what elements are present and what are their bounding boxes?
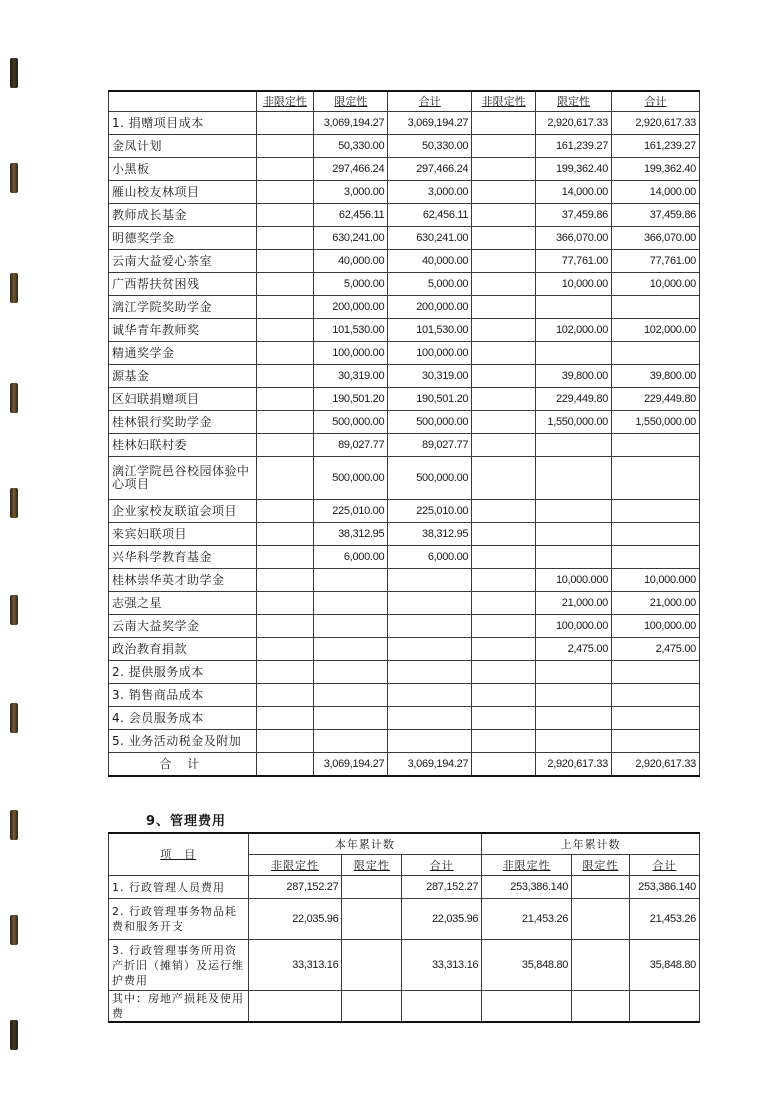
table-row [109,940,700,991]
amount-cell: 102,000.00 [612,319,700,342]
amount-cell [342,940,402,991]
table-row [109,569,700,592]
amount-cell [612,661,700,684]
amount-cell [472,365,536,388]
header-cell: 非限定性 [472,91,536,112]
subheader-cell: 限定性 [572,855,630,876]
amount-cell: 3,000.00 [314,181,388,204]
amount-cell [256,638,314,661]
amount-cell [472,569,536,592]
amount-cell [612,500,700,523]
amount-cell: 38,312.95 [388,523,472,546]
amount-cell [472,296,536,319]
amount-cell: 39,800.00 [536,365,612,388]
amount-cell: 50,330.00 [314,135,388,158]
binder-mark [10,488,18,518]
amount-cell [256,592,314,615]
amount-cell: 1,550,000.00 [612,411,700,434]
row-label: 志强之星 [109,592,257,615]
amount-cell [342,899,402,940]
amount-cell [612,296,700,319]
row-label: 2. 提供服务成本 [109,661,257,684]
header-cell: 合计 [612,91,700,112]
row-label: 区妇联捐赠项目 [109,388,257,411]
table-row [109,181,700,204]
amount-cell: 225,010.00 [314,500,388,523]
amount-cell: 10,000.000 [536,569,612,592]
amount-cell [256,707,314,730]
table-row [109,342,700,365]
amount-cell [388,707,472,730]
row-label: 兴华科学教育基金 [109,546,257,569]
amount-cell [612,730,700,753]
amount-cell: 630,241.00 [388,227,472,250]
amount-cell: 50,330.00 [388,135,472,158]
amount-cell [472,319,536,342]
amount-cell: 35,848.80 [629,940,699,991]
row-label: 1. 行政管理人员费用 [109,876,249,899]
amount-cell [256,500,314,523]
amount-cell: 2,475.00 [612,638,700,661]
amount-cell [536,661,612,684]
amount-cell [472,273,536,296]
amount-cell [256,273,314,296]
row-label: 桂林崇华英才助学金 [109,569,257,592]
amount-cell: 500,000.00 [388,457,472,500]
row-label: 4. 会员服务成本 [109,707,257,730]
amount-cell: 366,070.00 [612,227,700,250]
amount-cell: 39,800.00 [612,365,700,388]
amount-cell: 10,000.00 [536,273,612,296]
table-row [109,991,700,1023]
amount-cell: 2,475.00 [536,638,612,661]
amount-cell: 200,000.00 [314,296,388,319]
amount-cell [612,684,700,707]
table-row [109,411,700,434]
binder-mark [10,915,18,945]
amount-cell [472,592,536,615]
amount-cell: 10,000.000 [612,569,700,592]
row-label: 云南大益奖学金 [109,615,257,638]
row-label: 2. 行政管理事务物品耗费和服务开支 [109,899,249,940]
table-row [109,296,700,319]
table-row [109,899,700,940]
amount-cell: 77,761.00 [612,250,700,273]
amount-cell [472,638,536,661]
amount-cell [482,991,572,1023]
amount-cell [256,615,314,638]
amount-cell: 14,000.00 [536,181,612,204]
amount-cell [342,991,402,1023]
section-title-admin-expenses: 9、管理费用 [146,814,227,829]
amount-cell: 33,313.16 [248,940,342,991]
business-cost-table-body [109,91,700,776]
amount-cell [256,684,314,707]
amount-cell: 229,449.80 [536,388,612,411]
amount-cell [472,227,536,250]
amount-cell [314,684,388,707]
row-label: 漓江学院邑谷校园体验中心项目 [109,457,257,500]
amount-cell [256,388,314,411]
amount-cell: 62,456.11 [314,204,388,227]
table-row [109,112,700,135]
amount-cell [472,523,536,546]
amount-cell: 3,069,194.27 [388,112,472,135]
amount-cell: 5,000.00 [388,273,472,296]
amount-cell: 101,530.00 [388,319,472,342]
amount-cell [572,899,630,940]
amount-cell: 30,319.00 [314,365,388,388]
row-label: 5. 业务活动税金及附加 [109,730,257,753]
total-amount-cell: 2,920,617.33 [536,753,612,777]
amount-cell [256,181,314,204]
amount-cell [256,319,314,342]
amount-cell [472,707,536,730]
total-row [109,753,700,777]
amount-cell: 500,000.00 [314,457,388,500]
table-row [109,707,700,730]
row-label: 广西帮扶贫困残 [109,273,257,296]
row-label: 雁山校友林项目 [109,181,257,204]
amount-cell: 199,362.40 [612,158,700,181]
amount-cell [472,342,536,365]
table-row [109,135,700,158]
binder-mark [10,810,18,840]
amount-cell [256,569,314,592]
table-row [109,876,700,899]
amount-cell [256,135,314,158]
amount-cell [314,615,388,638]
amount-cell [472,500,536,523]
binder-mark [10,383,18,413]
row-label: 金凤计划 [109,135,257,158]
amount-cell: 190,501.20 [314,388,388,411]
amount-cell: 37,459.86 [536,204,612,227]
amount-cell: 100,000.00 [388,342,472,365]
amount-cell: 35,848.80 [482,940,572,991]
subheader-cell: 非限定性 [482,855,572,876]
table-row [109,730,700,753]
amount-cell [572,991,630,1023]
row-label: 云南大益爱心茶室 [109,250,257,273]
amount-cell: 161,239.27 [536,135,612,158]
amount-cell [472,615,536,638]
amount-cell: 287,152.27 [402,876,482,899]
amount-cell [256,365,314,388]
table-row [109,204,700,227]
binder-mark [10,273,18,303]
amount-cell: 21,453.26 [629,899,699,940]
amount-cell [256,546,314,569]
total-amount-cell: 3,069,194.27 [314,753,388,777]
amount-cell [388,569,472,592]
header-cell: 非限定性 [256,91,314,112]
amount-cell [388,592,472,615]
amount-cell [256,112,314,135]
header-cell: 合计 [388,91,472,112]
amount-cell: 102,000.00 [536,319,612,342]
amount-cell: 37,459.86 [612,204,700,227]
row-label: 漓江学院奖助学金 [109,296,257,319]
amount-cell [472,684,536,707]
amount-cell [314,730,388,753]
amount-cell [472,135,536,158]
admin-expense-table [108,832,700,1023]
amount-cell [472,181,536,204]
amount-cell: 500,000.00 [388,411,472,434]
amount-cell: 5,000.00 [314,273,388,296]
total-amount-cell [472,753,536,777]
amount-cell [256,411,314,434]
row-label: 3. 行政管理事务所用资产折旧（摊销）及运行维护费用 [109,940,249,991]
amount-cell: 2,920,617.33 [536,112,612,135]
row-label: 诚华青年教师奖 [109,319,257,342]
amount-cell [536,684,612,707]
amount-cell: 297,466.24 [314,158,388,181]
amount-cell [536,546,612,569]
amount-cell: 21,453.26 [482,899,572,940]
amount-cell: 161,239.27 [612,135,700,158]
amount-cell [472,158,536,181]
amount-cell [388,638,472,661]
amount-cell [472,457,536,500]
amount-cell: 6,000.00 [314,546,388,569]
row-label: 企业家校友联谊会项目 [109,500,257,523]
total-label: 合 计 [109,753,257,777]
binder-mark [10,703,18,733]
amount-cell [256,204,314,227]
header-cell: 限定性 [536,91,612,112]
amount-cell [612,523,700,546]
row-label: 明德奖学金 [109,227,257,250]
binder-mark [10,58,18,88]
amount-cell [612,457,700,500]
amount-cell: 100,000.00 [612,615,700,638]
amount-cell [472,661,536,684]
row-label: 1. 捐赠项目成本 [109,112,257,135]
amount-cell [472,204,536,227]
amount-cell [314,638,388,661]
amount-cell [256,730,314,753]
amount-cell: 40,000.00 [388,250,472,273]
amount-cell [256,434,314,457]
table-row [109,158,700,181]
table-row [109,319,700,342]
table-row [109,592,700,615]
table-row [109,434,700,457]
amount-cell [314,661,388,684]
amount-cell [388,730,472,753]
subheader-cell: 非限定性 [248,855,342,876]
row-label: 其中：房地产损耗及使用费 [109,991,249,1023]
amount-cell [536,342,612,365]
amount-cell [314,569,388,592]
subheader-cell: 限定性 [342,855,402,876]
amount-cell: 229,449.80 [612,388,700,411]
table-row [109,365,700,388]
amount-cell: 3,000.00 [388,181,472,204]
amount-cell [472,388,536,411]
amount-cell: 500,000.00 [314,411,388,434]
amount-cell: 199,362.40 [536,158,612,181]
amount-cell [256,227,314,250]
amount-cell [572,876,630,899]
amount-cell: 6,000.00 [388,546,472,569]
amount-cell [472,411,536,434]
amount-cell [472,112,536,135]
amount-cell: 30,319.00 [388,365,472,388]
amount-cell [536,500,612,523]
amount-cell: 22,035.96 [248,899,342,940]
amount-cell [256,296,314,319]
amount-cell: 3,069,194.27 [314,112,388,135]
group-header-current: 本年累计数 [248,833,482,855]
table-row [109,638,700,661]
amount-cell [536,730,612,753]
row-label: 源基金 [109,365,257,388]
amount-cell: 1,550,000.00 [536,411,612,434]
row-label: 桂林妇联村委 [109,434,257,457]
amount-cell [612,546,700,569]
table-row [109,227,700,250]
table-row [109,250,700,273]
amount-cell: 10,000.00 [612,273,700,296]
amount-cell [572,940,630,991]
table-header-row [109,91,700,112]
amount-cell: 101,530.00 [314,319,388,342]
amount-cell: 38,312.95 [314,523,388,546]
amount-cell [612,342,700,365]
row-label: 来宾妇联项目 [109,523,257,546]
table-row [109,615,700,638]
amount-cell [256,523,314,546]
amount-cell [342,876,402,899]
table-row [109,388,700,411]
item-header [109,833,249,876]
amount-cell [536,296,612,319]
amount-cell: 200,000.00 [388,296,472,319]
table-row [109,523,700,546]
amount-cell: 225,010.00 [388,500,472,523]
table-row [109,457,700,500]
amount-cell [256,158,314,181]
amount-cell: 253,386.140 [629,876,699,899]
table-row [109,661,700,684]
amount-cell [472,546,536,569]
amount-cell: 366,070.00 [536,227,612,250]
amount-cell [256,342,314,365]
table-row [109,500,700,523]
amount-cell: 40,000.00 [314,250,388,273]
business-cost-table [108,90,700,777]
table-row [109,684,700,707]
amount-cell [612,434,700,457]
amount-cell [536,434,612,457]
amount-cell [248,991,342,1023]
amount-cell: 21,000.00 [536,592,612,615]
subheader-cell: 合计 [402,855,482,876]
amount-cell: 287,152.27 [248,876,342,899]
amount-cell: 33,313.16 [402,940,482,991]
amount-cell: 89,027.77 [388,434,472,457]
total-amount-cell: 2,920,617.33 [612,753,700,777]
subheader-cell: 合计 [629,855,699,876]
amount-cell [388,661,472,684]
binder-mark [10,163,18,193]
binder-mark [10,1020,18,1050]
amount-cell: 253,386.140 [482,876,572,899]
amount-cell: 21,000.00 [612,592,700,615]
group-header-prior: 上年累计数 [482,833,700,855]
amount-cell [388,615,472,638]
amount-cell [472,434,536,457]
amount-cell: 62,456.11 [388,204,472,227]
amount-cell [256,250,314,273]
amount-cell: 89,027.77 [314,434,388,457]
amount-cell: 100,000.00 [536,615,612,638]
amount-cell [314,707,388,730]
amount-cell [536,457,612,500]
amount-cell: 630,241.00 [314,227,388,250]
row-label: 3. 销售商品成本 [109,684,257,707]
table-row [109,273,700,296]
amount-cell [536,523,612,546]
binder-mark [10,595,18,625]
row-label: 小黑板 [109,158,257,181]
amount-cell: 14,000.00 [612,181,700,204]
amount-cell [256,457,314,500]
header-cell [109,91,257,112]
total-amount-cell [256,753,314,777]
total-amount-cell: 3,069,194.27 [388,753,472,777]
row-label: 精通奖学金 [109,342,257,365]
row-label: 教师成长基金 [109,204,257,227]
table-header-row [109,833,700,855]
amount-cell: 2,920,617.33 [612,112,700,135]
amount-cell: 190,501.20 [388,388,472,411]
amount-cell: 297,466.24 [388,158,472,181]
amount-cell [314,592,388,615]
amount-cell: 77,761.00 [536,250,612,273]
admin-expense-table-body [109,833,700,1022]
amount-cell [402,991,482,1023]
amount-cell [536,707,612,730]
amount-cell: 22,035.96 [402,899,482,940]
amount-cell [629,991,699,1023]
item-header-label: 项 目 [160,848,197,861]
amount-cell: 100,000.00 [314,342,388,365]
amount-cell [388,684,472,707]
amount-cell [472,730,536,753]
row-label: 政治教育捐款 [109,638,257,661]
table-row [109,546,700,569]
amount-cell [256,661,314,684]
row-label: 桂林银行奖助学金 [109,411,257,434]
amount-cell [472,250,536,273]
amount-cell [612,707,700,730]
header-cell: 限定性 [314,91,388,112]
